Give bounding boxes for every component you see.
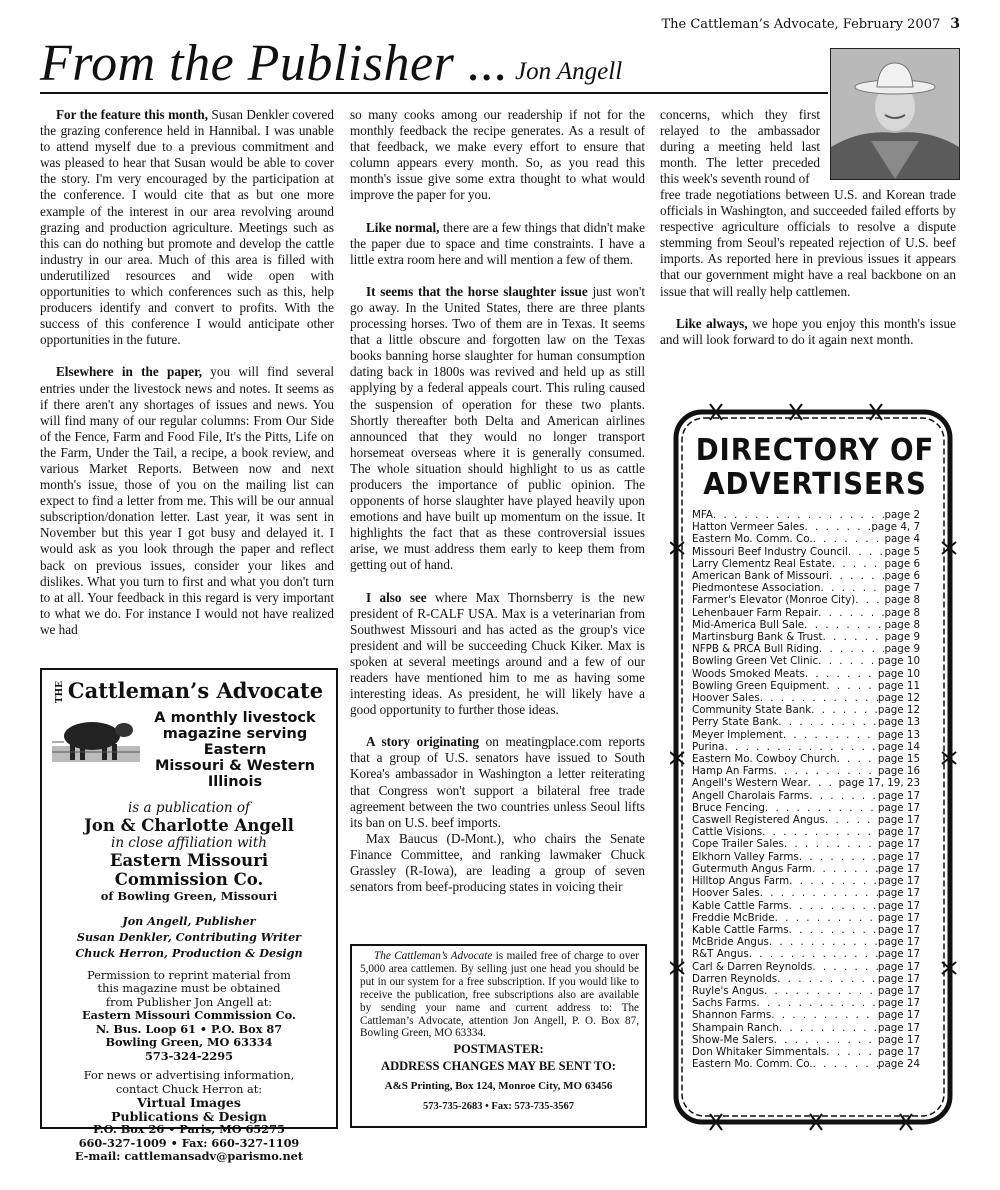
leader-dots [829, 570, 884, 582]
masthead-title [42, 678, 336, 704]
directory-entry [692, 509, 920, 521]
address-line: Eastern Missouri Commission Co. [82, 1008, 296, 1023]
paragraph-body: you will find several entries under the livestock news and notes. It seems as if there aren't any shortages of issues and news. You will find many of our regular columns: From Our Side of the Fence, Farm and Food File, It's the Pitts, Life on the Farm, Under the Tail, a recipe, a book review, and various Market Reports. Between now and next month's issue, those of you on the mailing list can expect to find a letter from me. This will be our annual subscription/donation letter. Last year, it was sent in November but this year I got busy and delayed it. I would ask as you look through the paper and reflect back on previous issues, consider your likes and dislikes. What you turn to first and what you don't turn to at all. Your feedback in this regard is very important to what we do. For instance I would not have realized we had [40, 364, 334, 637]
advertiser-name: Hilltop Angus Farm [692, 875, 790, 888]
masthead-box [40, 668, 338, 1164]
advertiser-name: Piedmontese Association [692, 582, 821, 595]
leader-dots [773, 765, 877, 777]
advertiser-name: Don Whitaker Simmentals [692, 1045, 827, 1058]
advertiser-name: Cattle Visions [692, 826, 763, 839]
leader-dots [783, 729, 878, 741]
advertiser-page: page 17 [877, 887, 920, 900]
directory-entry [692, 594, 920, 606]
directory-title [691, 434, 939, 502]
advertiser-name: Hoover Sales [692, 887, 760, 900]
leader-dots [832, 558, 885, 570]
paragraph-lead: Like always, [676, 315, 748, 331]
paragraph [660, 187, 956, 300]
title-author: Jon Angell [515, 58, 623, 85]
advertiser-page: page 4, 7 [871, 521, 920, 534]
leader-dots [760, 887, 878, 899]
advertiser-name: NFPB & PRCA Bull Riding [692, 643, 819, 656]
advertiser-name: Shampain Ranch [692, 1021, 779, 1034]
advertiser-page: page 17 [877, 948, 920, 961]
leader-dots [789, 900, 878, 912]
leader-dots [749, 948, 878, 960]
advertiser-name: Eastern Mo. Comm. Co. [692, 1058, 813, 1071]
directory-entry [692, 900, 920, 912]
address-line: N. Bus. Loop 61 • P.O. Box 87 [95, 1021, 283, 1036]
advertiser-name: Cope Trailer Sales [692, 838, 784, 851]
virtual-images-name: Virtual Images [137, 1095, 241, 1111]
title-rule [40, 92, 828, 94]
directory-entry [692, 582, 920, 594]
mailing-notice-text [360, 950, 639, 1040]
notice-body: is mailed free of charge to over 5,000 area cattlemen. By selling just one head you should be put in our system for a free subscription. If you would like to receive the publication, free subscriptions also are available by sending your name and current address to: The Cattleman’s Advocate, attention Jon Angell, P. O. Box 87, Bowling Green, MO 63334. [360, 950, 639, 1040]
paragraph [350, 831, 645, 895]
directory-entry [692, 912, 920, 924]
directory-entry [692, 777, 920, 789]
advertiser-name: McBride Angus [692, 936, 769, 949]
printer-phone: 573-735-2683 • Fax: 573-735-3567 [423, 1101, 574, 1113]
advertiser-name: Kable Cattle Farms [692, 923, 789, 936]
directory-entry [692, 521, 920, 533]
advertiser-page: page 17 [877, 1045, 920, 1058]
advertiser-page: page 17 [877, 1033, 920, 1046]
advertiser-name: Meyer Implement [692, 728, 783, 741]
advertiser-name: Bowling Green Equipment [692, 679, 827, 692]
permission-line: this magazine must be obtained [97, 982, 281, 996]
advertiser-name: Show-Me Salers [692, 1033, 774, 1046]
advertiser-name: Ruyle's Angus [692, 984, 764, 997]
advertiser-page: page 17 [877, 984, 920, 997]
paragraph-lead: Like normal, [366, 219, 440, 235]
directory-entry [692, 826, 920, 838]
virtual-images-phone: 660-327-1009 • Fax: 660-327-1109 [78, 1135, 300, 1150]
advertiser-page: page 10 [877, 667, 920, 680]
org-location: of Bowling Green, Missouri [100, 888, 278, 903]
owners: Jon & Charlotte Angell [84, 815, 294, 835]
leader-dots [809, 790, 878, 802]
advertiser-page: page 17 [877, 1009, 920, 1022]
advertiser-page: page 17 [877, 850, 920, 863]
advertiser-name: Angell Charolais Farms [692, 789, 810, 802]
leader-dots [826, 1046, 878, 1058]
leader-dots [784, 838, 878, 850]
news-contact-line: contact Chuck Herron at: [115, 1082, 263, 1096]
leader-dots [818, 607, 884, 619]
postmaster-subheading: ADDRESS CHANGES MAY BE SENT TO: [381, 1059, 616, 1074]
advertiser-name: Elkhorn Valley Farms [692, 850, 799, 863]
advertiser-page: page 5 [884, 545, 920, 558]
advertiser-name: Martinsburg Bank & Trust [692, 631, 823, 644]
cattle-illustration [52, 706, 140, 762]
paragraph-body: free trade negotiations between U.S. and Korean trade officials in Washington, and succeeded failed efforts by respective agriculture officials to resolve a dispute stemming from Seoul's repeated rejection of U.S. beef imports. As reported here in previous issues it appears that our government might have a real backbone on an issue that will really help cattlemen. [660, 187, 956, 299]
directory-entry [692, 607, 920, 619]
publication-of: is a publication of [127, 799, 251, 816]
leader-dots [789, 924, 878, 936]
advertiser-page: page 9 [884, 631, 920, 644]
advertiser-page: page 17 [877, 923, 920, 936]
advertiser-page: page 15 [877, 753, 920, 766]
advertiser-name: Caswell Registered Angus [692, 814, 825, 827]
advertiser-name: Purina [692, 740, 725, 753]
advertiser-name: Woods Smoked Meats [692, 667, 805, 680]
mailing-notice-box [350, 944, 647, 1128]
directory-entry [692, 985, 920, 997]
advertiser-page: page 7 [884, 582, 920, 595]
advertiser-name: R&T Angus [692, 948, 749, 961]
advertiser-name: Mid-America Bull Sale [692, 618, 805, 631]
directory-entry [692, 1009, 920, 1021]
advertiser-page: page 8 [884, 618, 920, 631]
advertiser-page: page 11 [877, 679, 920, 692]
leader-dots [823, 631, 885, 643]
directory-entry [692, 765, 920, 777]
advertiser-name: Hamp An Farms [692, 765, 774, 778]
leader-dots [812, 863, 878, 875]
leader-dots [848, 546, 885, 558]
leader-dots [826, 680, 878, 692]
permission-line: Permission to reprint material from [87, 968, 291, 982]
tagline-line: Missouri & Western Illinois [155, 757, 315, 790]
paragraph [40, 364, 334, 638]
advertiser-page: page 17 [877, 911, 920, 924]
advertiser-name: Farmer's Elevator (Monroe City) [692, 594, 856, 607]
paragraph [350, 220, 645, 268]
directory-title-line: ADVERTISERS [703, 467, 927, 502]
tagline-line: magazine serving Eastern [162, 725, 308, 758]
directory-entry [692, 558, 920, 570]
paragraph-body: we hope you enjoy this month's issue and will look forward to do it again next month. [660, 315, 957, 347]
advertiser-name: Eastern Mo. Cowboy Church [692, 753, 837, 766]
advertiser-name: Bowling Green Vet Clinic [692, 655, 819, 668]
directory-title-line: DIRECTORY OF [695, 433, 935, 468]
advertiser-page: page 17 [877, 862, 920, 875]
advertiser-page: page 14 [877, 740, 920, 753]
leader-dots [813, 1058, 878, 1070]
paragraph-lead: For the feature this month, [56, 107, 209, 122]
advertiser-name: American Bank of Missouri [692, 570, 830, 583]
advertiser-page: page 13 [877, 728, 920, 741]
affiliation: in close affiliation with [111, 834, 267, 851]
printer-address: A&S Printing, Box 124, Monroe City, MO 63456 [384, 1080, 613, 1093]
leader-dots [805, 668, 878, 680]
advertiser-name: Shannon Farms [692, 1009, 772, 1022]
directory-entry [692, 680, 920, 692]
advertiser-name: Kable Cattle Farms [692, 899, 789, 912]
masthead-tagline [142, 710, 328, 790]
virtual-images-address: P.O. Box 26 • Paris, MO 65275 [93, 1122, 285, 1137]
advertiser-page: page 17 [877, 814, 920, 827]
news-contact-line: For news or advertising information, [83, 1069, 295, 1083]
directory-entry [692, 838, 920, 850]
advertiser-page: page 17 [877, 875, 920, 888]
staff-production: Chuck Herron, Production & Design [75, 945, 303, 960]
leader-dots [812, 961, 878, 973]
leader-dots [713, 509, 885, 521]
paragraph-body: Max Baucus (D-Mont.), who chairs the Senate Finance Committee, and ranking lawmaker Chuck Grassley (R-Iowa), are leading a group of seven senators from beef-producing states in voicing their [350, 830, 645, 895]
advertiser-name: MFA [692, 509, 713, 521]
advertiser-page: page 6 [884, 570, 920, 583]
paragraph-body: there are a few things that didn't make the paper due to space and time constraints. I have a little extra room here and will mention a few of them. [350, 219, 645, 267]
directory-entry [692, 704, 920, 716]
advertiser-page: page 17, 19, 23 [838, 777, 920, 790]
paragraph-lead: A story originating [366, 734, 479, 750]
leader-dots [777, 973, 878, 985]
staff-publisher: Jon Angell, Publisher [122, 913, 256, 928]
notice-pub-name: The Cattleman’s Advocate [374, 950, 493, 962]
directory-of-advertisers [670, 392, 960, 1132]
paragraph-body: where Max Thornsberry is the new president of R-CALF USA. Max is a veterinarian from Southwest Missouri and has acted as the group's vice president and will be succeeding Chuck Kiker. Max is spoken at several meetings around and a few of our readers have mentioned him to me as having some interesting ideas. As president, he will likely have a good opportunity to further those ideas. [350, 589, 645, 718]
advertiser-page: page 9 [884, 643, 920, 656]
paragraph-body: concerns, which they first relayed to the ambassador during a meeting held last month. The letter preceded this week's seventh round of [660, 107, 820, 187]
advertiser-page: page 17 [877, 1021, 920, 1034]
paragraph [660, 316, 956, 348]
directory-entry [692, 1046, 920, 1058]
leader-dots [765, 802, 878, 814]
paragraph-lead: It seems that the horse slaughter issue [366, 283, 588, 299]
directory-entry [692, 1058, 920, 1070]
advertiser-page: page 17 [877, 972, 920, 985]
advertiser-page: page 17 [877, 899, 920, 912]
phone-line: 573-324-2295 [145, 1048, 233, 1063]
publication-date: The Cattleman’s Advocate, February 2007 [661, 17, 941, 32]
advertiser-name: Community State Bank [692, 704, 812, 717]
advertiser-name: Perry State Bank [692, 716, 779, 729]
directory-entry [692, 655, 920, 667]
directory-entry [692, 790, 920, 802]
address-line: Bowling Green, MO 63334 [105, 1035, 273, 1050]
advertiser-page: page 12 [877, 704, 920, 717]
leader-dots [799, 851, 878, 863]
leader-dots [818, 655, 878, 667]
leader-dots [774, 1034, 878, 1046]
directory-entry [692, 802, 920, 814]
leader-dots [756, 997, 878, 1009]
leader-dots [725, 741, 878, 753]
leader-dots [771, 1009, 878, 1021]
running-header [661, 16, 960, 32]
advertiser-page: page 4 [884, 533, 920, 546]
directory-entry [692, 729, 920, 741]
directory-entry [692, 936, 920, 948]
directory-entry [692, 643, 920, 655]
virtual-images-sub: Publications & Design [111, 1108, 267, 1124]
advertiser-name: Angell's Western Wear [692, 777, 808, 790]
staff-writer: Susan Denkler, Contributing Writer [76, 929, 302, 944]
paragraph-body: just won't go away. In the United States, there are three plants processing horses. Two of them are in Texas. It seems that a little obscure and forgotten law on the Texas books banning horse slaughter for human consumption dating back in 1800s was revived and held up as still applying by a federal appeals court. This ruling caused the suspension of operation for these two plants. Shortly thereafter both Delta and American airlines announced that they would no longer transport horsemeat overseas where it is generally consumed. The whole situation should highlight to us as cattle producers the importance of public opinion. The opponents of horse slaughter have played heavily upon emotions and have built up momentum on the issue. It highlights the fact that as these controversial issues arise, we must address them early to keep them from getting out of hand. [350, 283, 645, 573]
directory-entry [692, 948, 920, 960]
directory-entry [692, 1022, 920, 1034]
advertiser-page: page 17 [877, 801, 920, 814]
advertiser-page: page 17 [877, 960, 920, 973]
masthead-name: Cattleman’s Advocate [67, 678, 324, 703]
directory-entry [692, 973, 920, 985]
leader-dots [813, 533, 885, 545]
directory-entry [692, 546, 920, 558]
article-column-1 [40, 107, 334, 654]
leader-dots [779, 1022, 878, 1034]
directory-entry [692, 570, 920, 582]
leader-dots [769, 936, 878, 948]
advertiser-name: Carl & Darren Reynolds [692, 960, 813, 973]
paragraph-body: on meatingplace.com reports that a group of U.S. senators have issued to South Korea's ambassador in Washington a letter reiterating that Congress won't support a bilateral free trade agreement between the two countries unless Seoul lifts its ban on U.S. beef imports. [350, 734, 646, 830]
directory-entry [692, 619, 920, 631]
leader-dots [804, 521, 871, 533]
advertiser-page: page 17 [877, 838, 920, 851]
permission-line: from Publisher Jon Angell at: [105, 995, 273, 1009]
paragraph [350, 284, 645, 574]
org-name-2: Commission Co. [114, 869, 264, 889]
tagline-line: A monthly livestock [154, 709, 316, 726]
advertiser-name: Darren Reynolds [692, 972, 778, 985]
advertiser-page: page 17 [877, 789, 920, 802]
advertiser-name: Freddie McBride [692, 911, 775, 924]
publisher-photo [830, 48, 960, 180]
advertiser-page: page 10 [877, 655, 920, 668]
advertiser-page: page 24 [877, 1058, 920, 1071]
paragraph-lead: I also see [366, 589, 427, 605]
advertiser-page: page 12 [877, 692, 920, 705]
leader-dots [778, 716, 878, 728]
article-column-3-top [660, 107, 820, 187]
advertiser-name: Eastern Mo. Comm. Co. [692, 533, 813, 546]
advertiser-name: Larry Clementz Real Estate [692, 557, 832, 570]
advertiser-page: page 17 [877, 826, 920, 839]
advertiser-page: page 17 [877, 997, 920, 1010]
leader-dots [789, 875, 878, 887]
directory-entry [692, 887, 920, 899]
advertiser-page: page 13 [877, 716, 920, 729]
paragraph [350, 590, 645, 719]
directory-entry [692, 863, 920, 875]
leader-dots [819, 643, 885, 655]
directory-entry [692, 1034, 920, 1046]
leader-dots [821, 582, 885, 594]
advertiser-page: page 17 [877, 936, 920, 949]
org-name-1: Eastern Missouri [109, 850, 269, 870]
directory-entry [692, 741, 920, 753]
directory-entry [692, 716, 920, 728]
leader-dots [825, 814, 878, 826]
directory-list [692, 509, 920, 1070]
directory-entry [692, 875, 920, 887]
paragraph-body: Susan Denkler covered the grazing conference held in Hannibal. I was unable to attend myself due to a previous commitment and was pleased to hear that Susan would be able to cover the story. I'm very encouraged by the participation at the conference. I would cite that as but one more example of the interest in our area revolving around grazing and production agriculture. Meetings such as this can do nothing but promote and develop the cattle industry in our area. Much of this area is filled with underutilized resources and wide open with opportunities to which conferences such as this, help producers identify and convert to profits. With the success of this conference I would anticipate other opportunities in the future. [40, 107, 334, 348]
advertiser-page: page 8 [884, 606, 920, 619]
leader-dots [808, 777, 839, 789]
advertiser-name: Hoover Sales [692, 692, 760, 705]
article-column-2 [350, 107, 645, 911]
leader-dots [775, 912, 878, 924]
advertiser-name: Lehenbauer Farm Repair [692, 606, 819, 619]
leader-dots [764, 985, 878, 997]
masthead-the: THE [54, 681, 65, 704]
advertiser-page: page 6 [884, 557, 920, 570]
directory-entry [692, 753, 920, 765]
article-column-3 [660, 187, 956, 364]
leader-dots [855, 594, 884, 606]
advertiser-page: page 8 [884, 594, 920, 607]
leader-dots [762, 826, 878, 838]
advertiser-name: Sachs Farms [692, 997, 757, 1010]
leader-dots [837, 753, 878, 765]
directory-entry [692, 668, 920, 680]
page-title: From the Publisher ... [40, 35, 509, 92]
directory-entry [692, 533, 920, 545]
postmaster-heading: POSTMASTER: [453, 1042, 544, 1057]
advertiser-name: Missouri Beef Industry Council [692, 545, 848, 558]
directory-entry [692, 814, 920, 826]
leader-dots [804, 619, 884, 631]
paragraph [40, 107, 334, 348]
paragraph-body: so many cooks among our readership if not for the monthly feedback the recipe generates. As a result of that feedback, we make every effort to ensure that column appears every month. So, as you read this month's issue give some extra thought to what would improve the paper for you. [350, 107, 645, 203]
page-number: 3 [950, 16, 960, 32]
directory-entry [692, 961, 920, 973]
advertiser-page: page 2 [884, 509, 920, 521]
advertiser-page: page 16 [877, 765, 920, 778]
leader-dots [811, 704, 878, 716]
directory-entry [692, 997, 920, 1009]
advertiser-name: Hatton Vermeer Sales [692, 521, 805, 534]
virtual-images-email: E-mail: cattlemansadv@parismo.net [74, 1149, 304, 1164]
advertiser-name: Gutermuth Angus Farm [692, 862, 812, 875]
directory-entry [692, 692, 920, 704]
advertiser-name: Bruce Fencing [692, 801, 765, 814]
leader-dots [760, 692, 878, 704]
directory-entry [692, 924, 920, 936]
directory-entry [692, 631, 920, 643]
paragraph [350, 734, 645, 831]
directory-entry [692, 851, 920, 863]
paragraph-lead: Elsewhere in the paper, [56, 364, 203, 380]
paragraph [350, 107, 645, 204]
